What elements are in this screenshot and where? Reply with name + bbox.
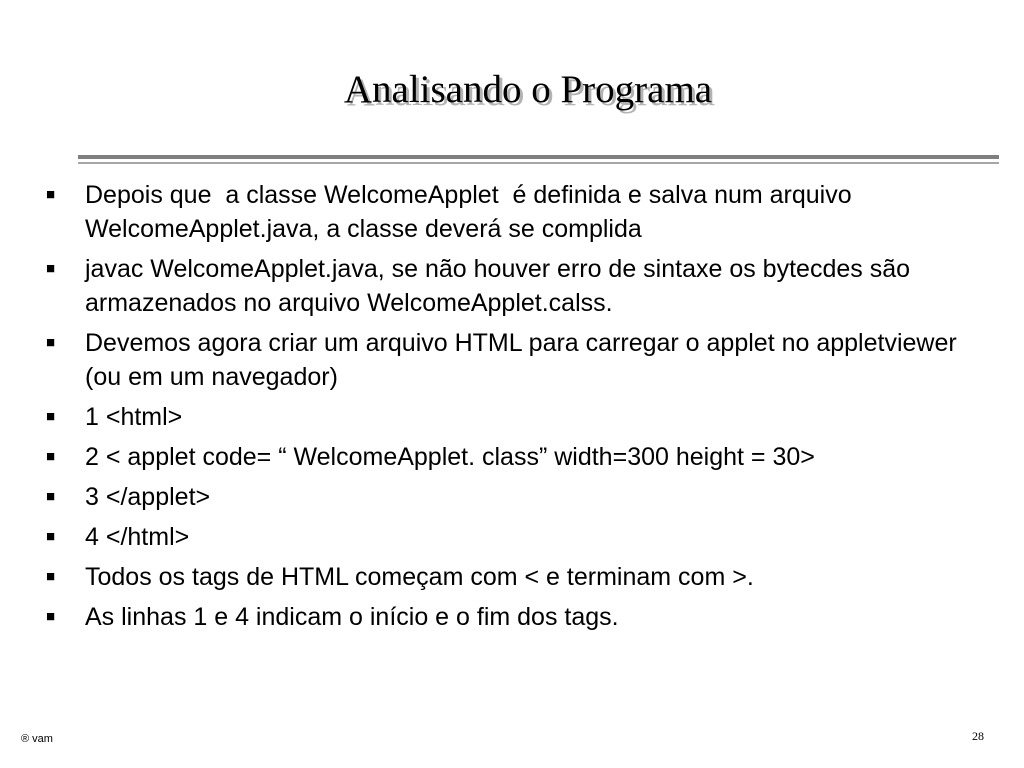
bullet-text: 2 < applet code= “ WelcomeApplet. class” width=300 height = 30> (85, 443, 815, 471)
bullet-text: Devemos agora criar um arquivo HTML para carregar o applet no appletviewer (ou em um navegador) (85, 329, 964, 391)
list-item (44, 400, 994, 434)
bullet-text: javac WelcomeApplet.java, se não houver erro de sintaxe os bytecdes são armazenados no arquivo WelcomeApplet.calss. (85, 255, 917, 317)
bullet-text: Depois que a classe WelcomeApplet é definida e salva num arquivo WelcomeApplet.java, a classe deverá se complida (85, 181, 859, 243)
square-bullet-icon: ■ (46, 528, 56, 545)
list-item (44, 600, 994, 634)
list-item (44, 520, 994, 554)
bullet-text: Todos os tags de HTML começam com < e terminam com >. (85, 563, 754, 591)
bullet-text: 4 </html> (85, 523, 190, 551)
square-bullet-icon: ■ (46, 186, 56, 203)
list-item (44, 178, 994, 246)
bullet-text: 1 <html> (85, 403, 183, 431)
square-bullet-icon: ■ (46, 568, 56, 585)
list-item (44, 480, 994, 514)
divider-line-bottom (78, 162, 999, 164)
bullet-list (44, 178, 994, 640)
square-bullet-icon: ■ (46, 488, 56, 505)
page-number: 28 (972, 729, 984, 743)
footer-author: ® vam (21, 733, 53, 745)
list-item (44, 326, 994, 394)
list-item (44, 440, 994, 474)
square-bullet-icon: ■ (46, 608, 56, 625)
bullet-text: 3 </applet> (85, 483, 211, 511)
slide-title: Analisando o Programa (343, 68, 713, 111)
list-item (44, 252, 994, 320)
square-bullet-icon: ■ (46, 448, 56, 465)
square-bullet-icon: ■ (46, 260, 56, 277)
divider-line-top (78, 155, 999, 159)
list-item (44, 560, 994, 594)
square-bullet-icon: ■ (46, 334, 56, 351)
bullet-text: As linhas 1 e 4 indicam o início e o fim dos tags. (85, 603, 619, 631)
square-bullet-icon: ■ (46, 408, 56, 425)
title-divider (78, 155, 999, 167)
